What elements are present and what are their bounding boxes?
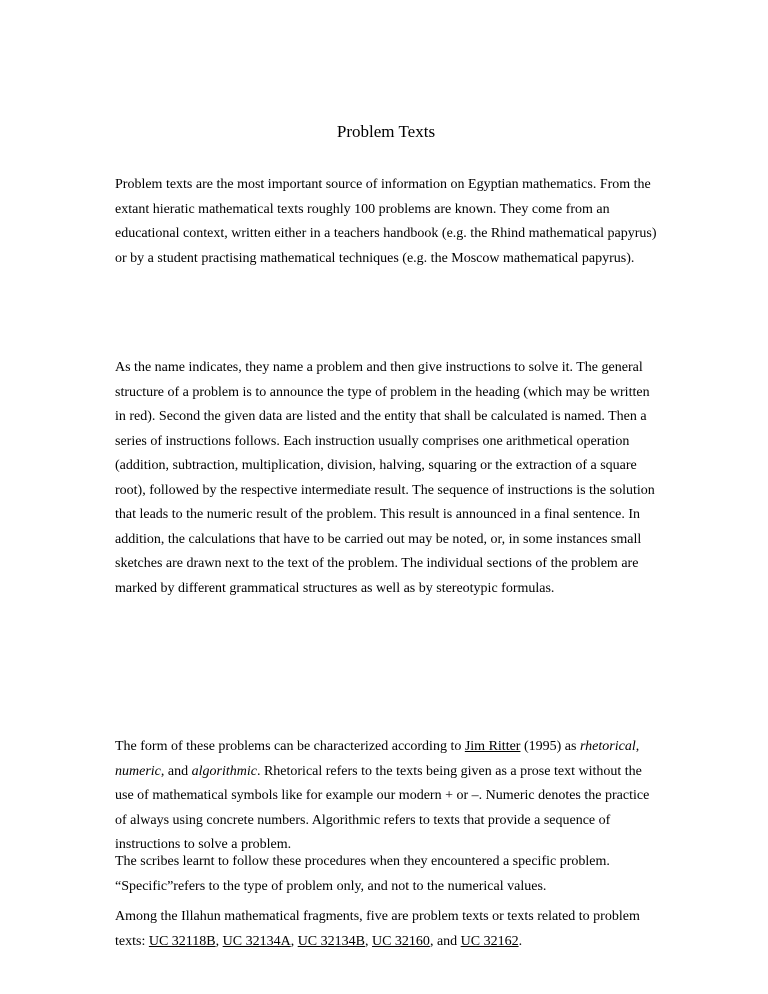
paragraph-illahun — [115, 905, 657, 954]
link-uc-32134a[interactable]: UC 32134A — [222, 933, 291, 949]
link-uc-32134b[interactable]: UC 32134B — [297, 933, 365, 949]
text-segment: (1995) as — [520, 739, 580, 754]
term-rhetorical: rhetorical — [579, 739, 636, 754]
separator: , and — [429, 933, 461, 949]
term-algorithmic: algorithmic — [191, 763, 257, 779]
link-uc-32162[interactable]: UC 32162 — [460, 933, 519, 949]
separator: , — [290, 933, 298, 949]
paragraph-scribes: The scribes learnt to follow these procedures when they encountered a specific problem. “Specific”refers to the type of problem only, and not to the numerical values. — [115, 854, 610, 894]
text-segment: . — [518, 933, 523, 949]
paragraph-structure: As the name indicates, they name a problem and then give instructions to solve it. The general structure of a problem is to announce the type of problem in the heading (which may be written in red). Second the given data are listed and the entity that shall be calculated is named. Then a series of instructions follows. Each instruction usually comprises one arithmetical operation (addition, subtraction, multiplication, division, halving, squaring or the extraction of a square root), followed by the respective intermediate result. The sequence of instructions is the solution that leads to the numeric result of the problem. This result is announced in a final sentence. In addition, the calculations that have to be carried out may be noted, or, in some instances small sketches are drawn next to the text of the problem. The individual sections of the problem are marked by different grammatical structures as well as by stereotypic formulas. — [115, 360, 655, 596]
separator: , — [215, 933, 223, 949]
link-uc-32118b[interactable]: UC 32118B — [148, 933, 216, 949]
paragraph-form — [115, 735, 657, 858]
link-uc-32160[interactable]: UC 32160 — [371, 933, 430, 949]
text-segment: , and — [160, 763, 192, 779]
text-segment: . Rhetorical refers to the texts being given as a prose text without the use of mathematical symbols like for example our modern + or –. Numeric denotes the practice of always using concrete numbers. Algorithmic refers to texts that provide a sequence of instructions to solve a problem. — [115, 763, 650, 852]
text-segment: The form of these problems can be characterized according to — [115, 739, 465, 754]
separator: , — [364, 933, 372, 949]
page-title: Problem Texts — [336, 122, 436, 141]
text-segment: Among the Illahun mathematical fragments, five are problem texts or texts related to problem texts: — [115, 909, 640, 949]
term-numeric: numeric — [115, 763, 161, 779]
text-segment: , — [635, 739, 640, 754]
paragraph-introduction: Problem texts are the most important source of information on Egyptian mathematics. From the extant hieratic mathematical texts roughly 100 problems are known. They come from an educational context, written either in a teachers handbook (e.g. the Rhind mathematical papyrus) or by a student practising mathematical techniques (e.g. the Moscow mathematical papyrus). — [115, 177, 657, 266]
jim-ritter-link[interactable]: Jim Ritter — [464, 739, 521, 754]
